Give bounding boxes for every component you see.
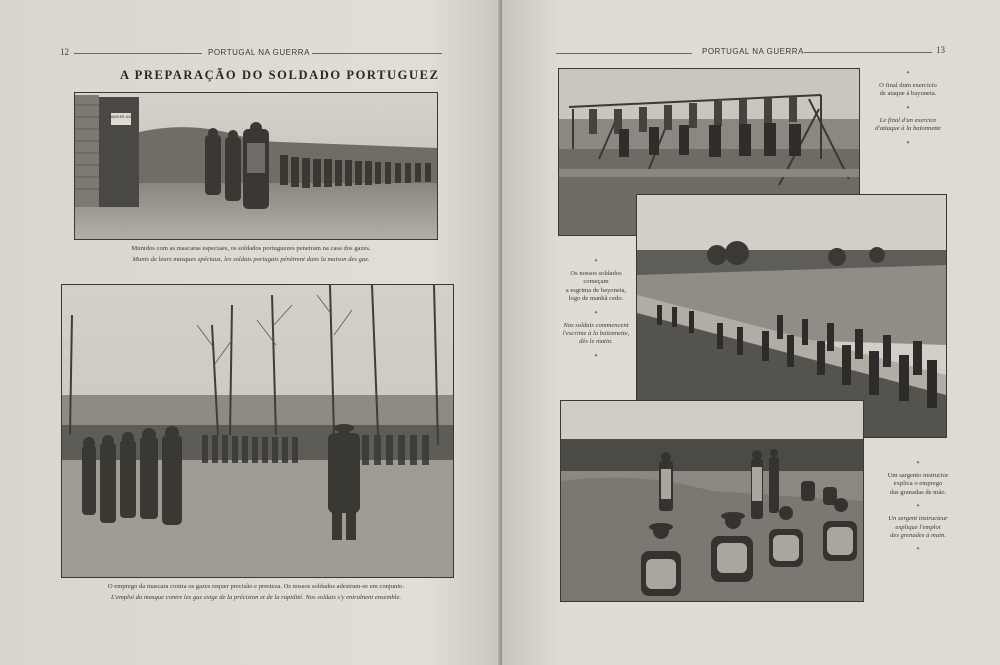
gas-sign-text: DANGER GAS (108, 115, 134, 119)
side-caption-line: a esgrima de bayoneta, (565, 286, 627, 294)
side-caption-line: Os nossos soldados (570, 270, 622, 277)
ornament: ✦ (915, 504, 921, 510)
side-caption-line: Un sergent instructeur (888, 515, 948, 523)
caption-gas-house-pt: Munidos com as mascaras especiaes, os soldados portuguezes penetram na casa dos gazes. (131, 245, 371, 252)
ornament: ✦ (905, 105, 911, 111)
side-caption-line: explica o emprego (893, 480, 943, 488)
side-caption-line: de ataque á bayoneta. (879, 90, 937, 98)
photo-gas-house-image (75, 93, 437, 239)
side-caption-line: des grenades à main. (890, 532, 946, 540)
page-number: 12 (60, 47, 69, 57)
header-rule (312, 53, 442, 54)
side-caption-line: Le final d'un exercice (879, 116, 937, 124)
ornament: ✦ (905, 140, 911, 146)
photo-mask-drill (61, 284, 454, 578)
header-rule (804, 52, 932, 53)
ornament: ✦ (593, 259, 599, 264)
side-caption-line: l'escrime à la baïonnette, (562, 330, 630, 338)
photo-gas-house (74, 92, 438, 240)
photo-grenade-instruction (560, 400, 864, 602)
side-caption-line: dès le matin. (579, 338, 613, 346)
page-title: A PREPARAÇÃO DO SOLDADO PORTUGUEZ (120, 68, 440, 82)
photo-mask-drill-image (62, 285, 453, 577)
side-caption-line: O final dum exercicio (879, 82, 937, 89)
running-header: PORTUGAL NA GUERRA (702, 47, 804, 56)
side-caption-line: das granadas de mão. (889, 488, 947, 496)
ornament: ✦ (915, 461, 921, 466)
header-rule (74, 53, 202, 54)
caption-mask-drill-pt: O emprego da mascara contra os gazes requer precisão e presteza. Os nossos soldados adestram-se em conjunto. (107, 583, 405, 590)
side-caption-line: explique l'emploi (895, 523, 941, 531)
running-header: PORTUGAL NA GUERRA (208, 48, 310, 57)
side-caption-line: Um sargento instructor (887, 472, 949, 479)
side-caption-grenades (870, 460, 966, 552)
page-number: 13 (936, 45, 945, 55)
side-caption-line: começam (583, 278, 609, 286)
ornament: ✦ (593, 353, 599, 359)
right-page (502, 0, 1000, 665)
side-caption-bayonet-fencing (557, 258, 635, 359)
side-caption-line: logo de manhã cedo. (568, 295, 624, 303)
photo-grenade-instruction-image (561, 401, 863, 601)
side-caption-line: Nos soldats commencent (563, 321, 629, 329)
side-caption-final-exercise (860, 82, 956, 146)
caption-gas-house-fr: Munis de leurs masques spéciaux, les soldats portugais pénètrent dans la maison des gaz. (132, 256, 370, 263)
ornament: ✦ (593, 310, 599, 316)
side-caption-line: d'attaque à la baïonnette (875, 125, 941, 133)
header-rule (556, 53, 692, 54)
ornament: ✦ (915, 547, 921, 553)
ornament: ✦ (905, 71, 911, 76)
caption-mask-drill-fr: L'emploi du masque contre les gaz exige de la précision et de la rapidité. Nos soldats s'y entraînent ensemble. (110, 594, 402, 601)
